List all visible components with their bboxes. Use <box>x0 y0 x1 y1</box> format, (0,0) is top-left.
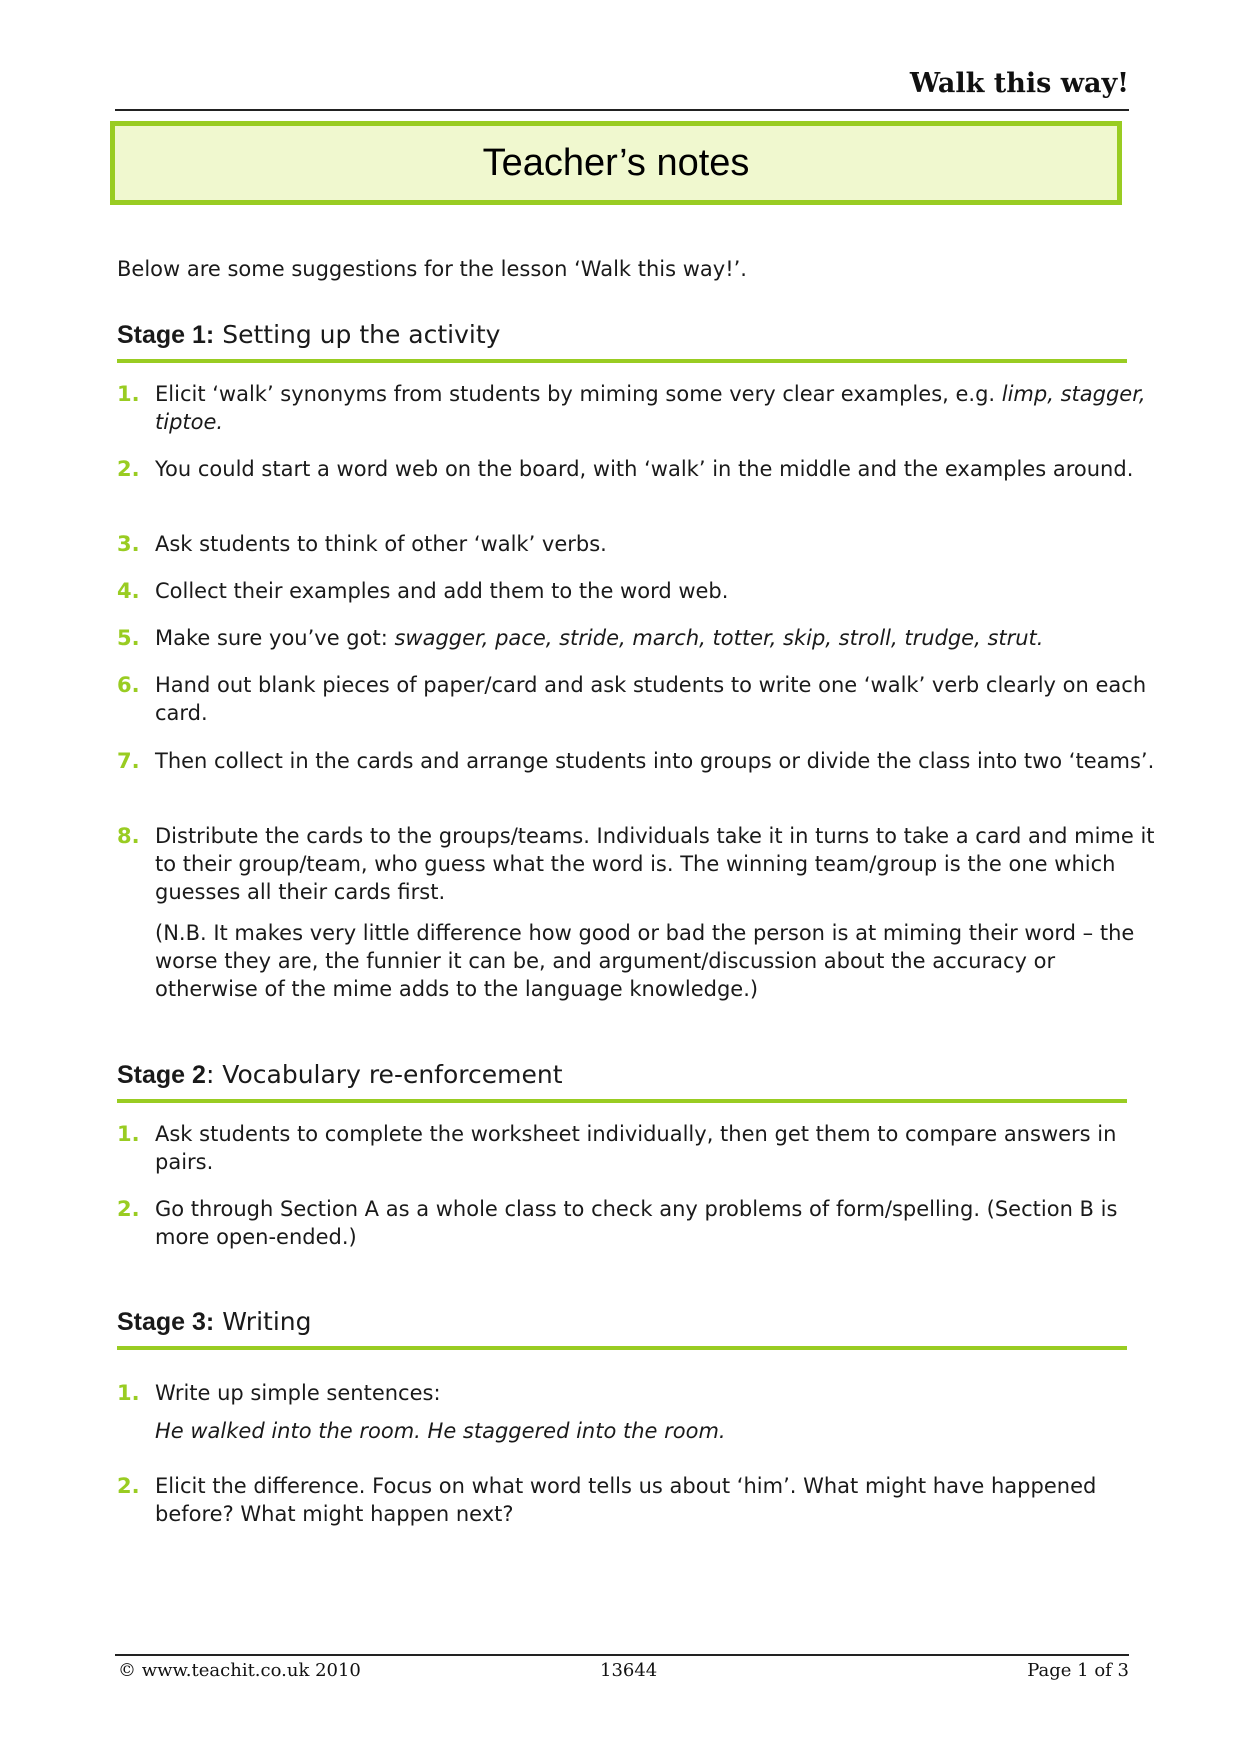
item-number: 2. <box>117 457 140 481</box>
item-text: Ask students to think of other ‘walk’ verbs. <box>155 532 607 556</box>
footer-divider <box>115 1654 1129 1656</box>
item-text: Ask students to complete the worksheet individually, then get them to compare answers in pairs. <box>155 1122 1117 1174</box>
item-number: 5. <box>117 626 140 650</box>
item-text: Distribute the cards to the groups/teams. Individuals take it in turns to take a card and mime it to their group/team, who guess what the word is. The winning team/group is the one which guesses all their cards first. <box>155 824 1155 904</box>
stage-2-divider <box>117 1099 1127 1103</box>
stage-1-note: (N.B. It makes very little difference how good or bad the person is at miming their word – the worse they are, the funnier it can be, and argument/discussion about the accuracy or otherwise of the mime adds to the language knowledge.) <box>155 921 1135 1001</box>
item-number: 8. <box>117 824 140 848</box>
item-italic: swagger, pace, stride, march, totter, skip, stroll, trudge, strut. <box>394 626 1044 650</box>
page-title: Teacher’s notes <box>482 141 750 184</box>
example-sentences <box>155 1417 1155 1445</box>
footer-page-number: Page 1 of 3 <box>1027 1660 1129 1681</box>
item-number: 2. <box>117 1197 140 1221</box>
stage-1-heading <box>117 320 1127 350</box>
item-number: 1. <box>117 382 140 406</box>
title-box <box>110 121 1122 205</box>
footer-copyright: © www.teachit.co.uk 2010 <box>118 1660 361 1681</box>
item-text: You could start a word web on the board, with ‘walk’ in the middle and the examples around. <box>155 457 1134 481</box>
item-text: Elicit ‘walk’ synonyms from students by miming some very clear examples, e.g. <box>155 382 1002 406</box>
stage-2-label: Stage 2 <box>117 1061 206 1089</box>
item-number: 1. <box>117 1381 140 1405</box>
stage-3-title: Writing <box>214 1307 312 1336</box>
stage-3-heading <box>117 1307 1127 1337</box>
stage-2-heading <box>117 1060 1127 1090</box>
item-text: Elicit the difference. Focus on what word tells us about ‘him’. What might have happened before? What might happen next? <box>155 1474 1097 1526</box>
item-number: 7. <box>117 749 140 773</box>
item-text: Hand out blank pieces of paper/card and ask students to write one ‘walk’ verb clearly on each card. <box>155 673 1147 725</box>
item-number: 2. <box>117 1474 140 1498</box>
item-italic: limp, stagger, tiptoe. <box>155 382 1146 434</box>
item-text: Make sure you’ve got: <box>155 626 395 650</box>
item-text: Collect their examples and add them to the word web. <box>155 579 729 603</box>
header-title: Walk this way! <box>909 68 1129 99</box>
intro-text: Below are some suggestions for the lesson ‘Walk this way!’. <box>117 257 747 281</box>
stage-1-divider <box>117 359 1127 363</box>
stage-2-title: : Vocabulary re-enforcement <box>205 1060 563 1089</box>
item-number: 3. <box>117 532 140 556</box>
item-text: Then collect in the cards and arrange students into groups or divide the class into two ‘teams’. <box>155 749 1155 773</box>
example-text: He walked into the room. He staggered into the room. <box>155 1419 726 1443</box>
item-text: Write up simple sentences: <box>155 1381 441 1405</box>
footer-resource-id: 13644 <box>600 1660 658 1681</box>
item-number: 1. <box>117 1122 140 1146</box>
item-number: 6. <box>117 673 140 697</box>
stage-3-divider <box>117 1346 1127 1350</box>
stage-1-label: Stage 1: <box>117 321 215 349</box>
stage-3-label: Stage 3: <box>117 1308 215 1336</box>
item-number: 4. <box>117 579 140 603</box>
item-text: Go through Section A as a whole class to check any problems of form/spelling. (Section B is more open-ended.) <box>155 1197 1118 1249</box>
stage-1-title: Setting up the activity <box>214 320 501 349</box>
header-divider <box>115 109 1129 111</box>
